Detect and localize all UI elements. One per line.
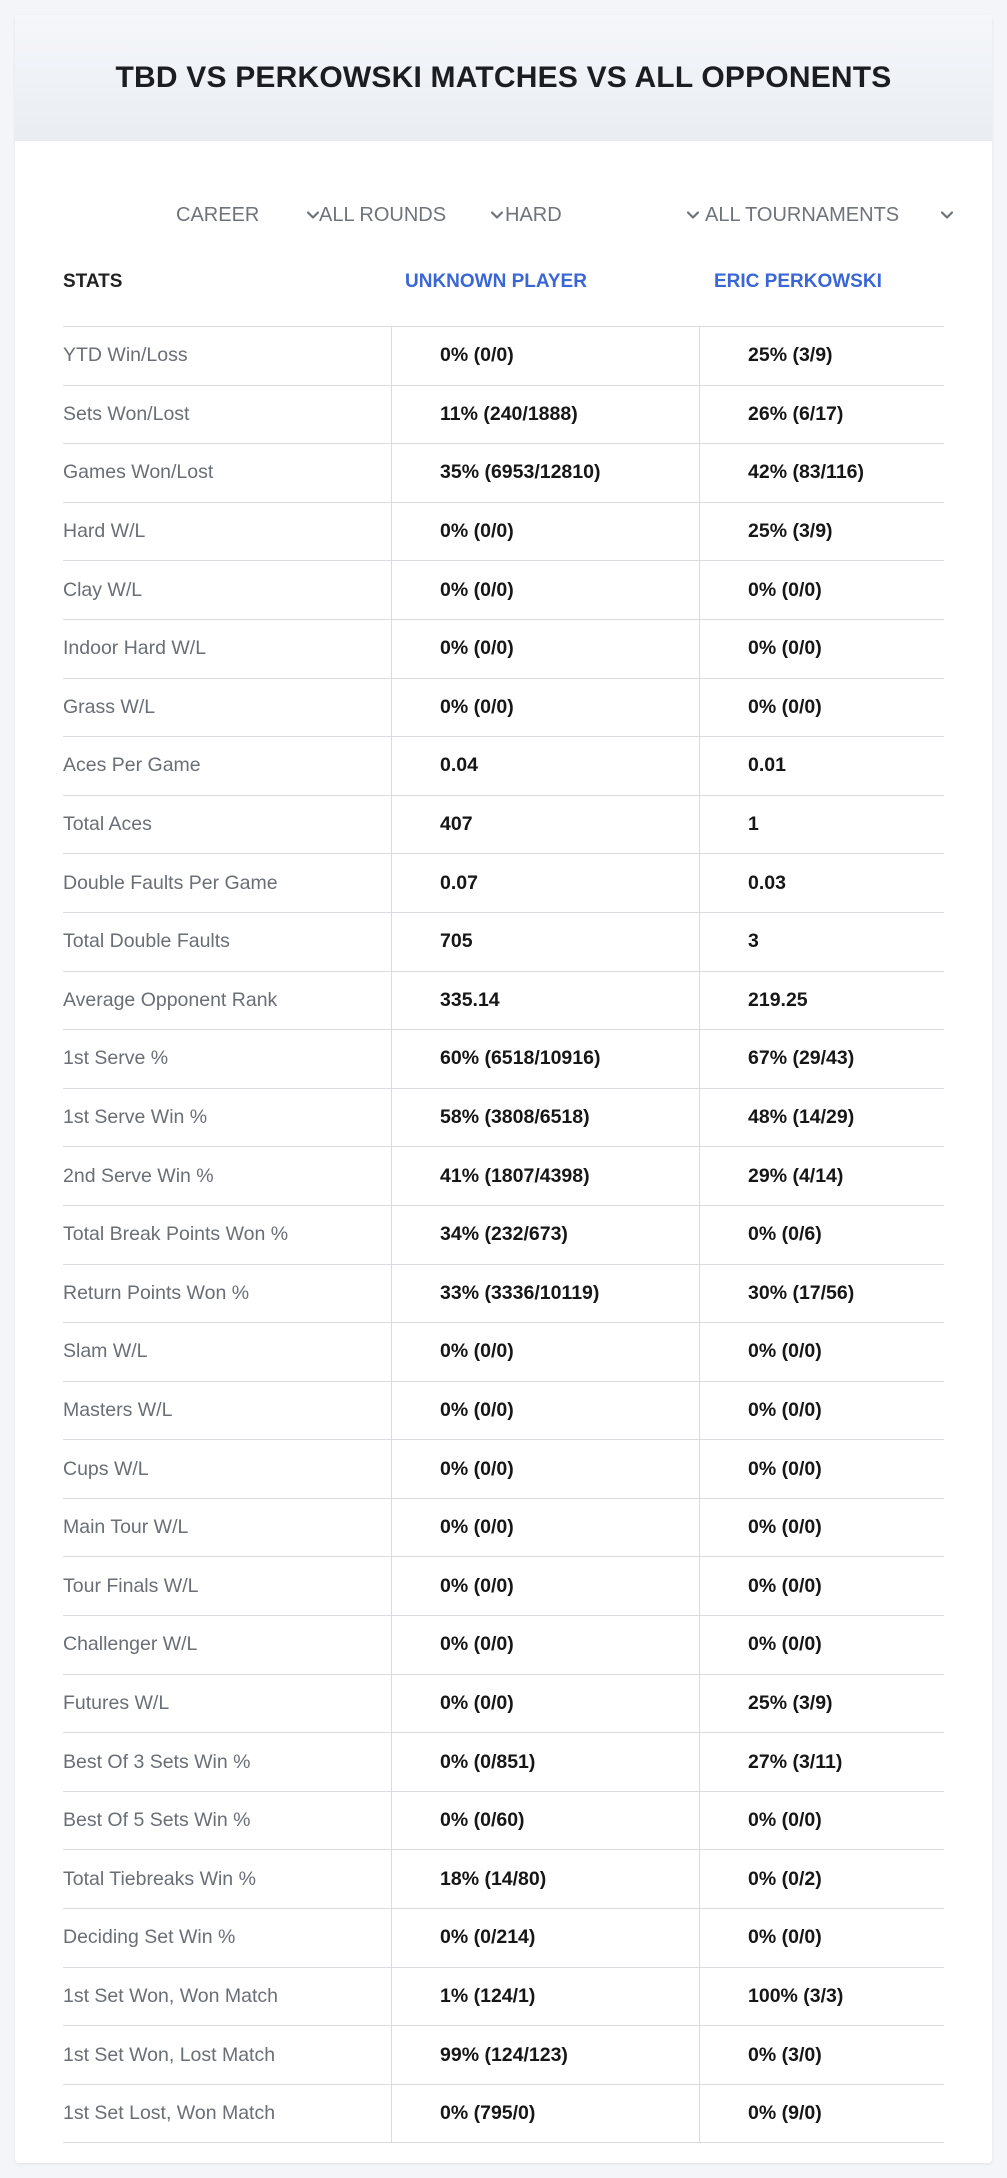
player2-value: 219.25 bbox=[699, 972, 944, 1030]
stat-label: Aces Per Game bbox=[63, 754, 201, 777]
table-row bbox=[63, 1499, 944, 1558]
table-row bbox=[63, 1147, 944, 1206]
chevron-down-icon bbox=[489, 207, 505, 223]
card-header bbox=[15, 15, 992, 141]
stat-label: Challenger W/L bbox=[63, 1633, 198, 1656]
stat-label: Total Break Points Won % bbox=[63, 1223, 289, 1246]
table-row bbox=[63, 2026, 944, 2085]
stat-label: Games Won/Lost bbox=[63, 461, 214, 484]
player1-value: 0% (0/0) bbox=[391, 679, 699, 737]
player1-value: 58% (3808/6518) bbox=[391, 1089, 699, 1147]
table-row bbox=[63, 679, 944, 738]
period-select-value: CAREER bbox=[176, 203, 260, 226]
table-row bbox=[63, 1675, 944, 1734]
player2-value: 27% (3/11) bbox=[699, 1733, 944, 1791]
player2-value: 48% (14/29) bbox=[699, 1089, 944, 1147]
player2-value: 3 bbox=[699, 913, 944, 971]
stat-label: Total Double Faults bbox=[63, 930, 230, 953]
player2-value: 0% (0/0) bbox=[699, 561, 944, 619]
table-row bbox=[63, 327, 944, 386]
player2-value: 0% (0/0) bbox=[699, 679, 944, 737]
table-row bbox=[63, 1206, 944, 1265]
player1-value: 18% (14/80) bbox=[391, 1850, 699, 1908]
player2-value: 25% (3/9) bbox=[699, 503, 944, 561]
player2-value: 1 bbox=[699, 796, 944, 854]
player1-value: 407 bbox=[391, 796, 699, 854]
stat-label: 1st Set Won, Lost Match bbox=[63, 2043, 276, 2066]
table-row bbox=[63, 854, 944, 913]
chevron-down-icon bbox=[685, 207, 701, 223]
player1-value: 0% (795/0) bbox=[391, 2085, 699, 2143]
header-player2[interactable]: ERIC PERKOWSKI bbox=[714, 271, 882, 292]
stat-label: Grass W/L bbox=[63, 695, 156, 718]
table-row bbox=[63, 1557, 944, 1616]
player1-value: 35% (6953/12810) bbox=[391, 444, 699, 502]
player1-value: 99% (124/123) bbox=[391, 2026, 699, 2084]
table-row bbox=[63, 913, 944, 972]
player1-value: 0% (0/0) bbox=[391, 1675, 699, 1733]
player2-value: 0% (0/0) bbox=[699, 1382, 944, 1440]
table-row bbox=[63, 737, 944, 796]
table-row bbox=[63, 1440, 944, 1499]
player2-value: 0% (3/0) bbox=[699, 2026, 944, 2084]
stat-label: Average Opponent Rank bbox=[63, 988, 278, 1011]
player2-value: 100% (3/3) bbox=[699, 1968, 944, 2026]
player1-value: 0% (0/0) bbox=[391, 503, 699, 561]
player1-value: 60% (6518/10916) bbox=[391, 1030, 699, 1088]
player2-value: 30% (17/56) bbox=[699, 1265, 944, 1323]
stat-label: Hard W/L bbox=[63, 520, 146, 543]
table-row bbox=[63, 2085, 944, 2144]
table-body bbox=[63, 327, 944, 2143]
player2-value: 0% (0/0) bbox=[699, 1792, 944, 1850]
stat-label: Indoor Hard W/L bbox=[63, 637, 207, 660]
stat-label: Clay W/L bbox=[63, 578, 143, 601]
table-row bbox=[63, 561, 944, 620]
page-title: TBD VS PERKOWSKI MATCHES VS ALL OPPONENTS bbox=[115, 61, 892, 94]
player2-value: 0% (0/0) bbox=[699, 1440, 944, 1498]
player2-value: 0% (0/0) bbox=[699, 1499, 944, 1557]
player2-value: 0% (0/0) bbox=[699, 1909, 944, 1967]
table-row bbox=[63, 444, 944, 503]
stat-label: Masters W/L bbox=[63, 1398, 173, 1421]
player2-value: 0.03 bbox=[699, 854, 944, 912]
player2-value: 0% (0/0) bbox=[699, 1323, 944, 1381]
table-row bbox=[63, 1733, 944, 1792]
player2-value: 0% (0/0) bbox=[699, 1616, 944, 1674]
period-select[interactable] bbox=[176, 187, 321, 243]
table-row bbox=[63, 1909, 944, 1968]
stat-label: YTD Win/Loss bbox=[63, 344, 188, 367]
player1-value: 0% (0/214) bbox=[391, 1909, 699, 1967]
table-row bbox=[63, 1030, 944, 1089]
table-row bbox=[63, 796, 944, 855]
surface-select[interactable] bbox=[505, 187, 701, 243]
chevron-down-icon bbox=[939, 207, 955, 223]
player1-value: 0% (0/0) bbox=[391, 1499, 699, 1557]
player2-value: 26% (6/17) bbox=[699, 386, 944, 444]
filter-bar bbox=[15, 187, 992, 243]
stat-label: Total Aces bbox=[63, 813, 152, 836]
player1-value: 0% (0/851) bbox=[391, 1733, 699, 1791]
player2-value: 29% (4/14) bbox=[699, 1147, 944, 1205]
player2-value: 0.01 bbox=[699, 737, 944, 795]
surface-select-value: HARD bbox=[505, 203, 562, 226]
player1-value: 0% (0/0) bbox=[391, 561, 699, 619]
table-row bbox=[63, 1089, 944, 1148]
player2-value: 67% (29/43) bbox=[699, 1030, 944, 1088]
rounds-select-value: ALL ROUNDS bbox=[319, 203, 447, 226]
rounds-select[interactable] bbox=[319, 187, 505, 243]
table-row bbox=[63, 1968, 944, 2027]
player1-value: 0% (0/60) bbox=[391, 1792, 699, 1850]
stat-label: Best Of 3 Sets Win % bbox=[63, 1750, 251, 1773]
tournaments-select[interactable] bbox=[705, 187, 955, 243]
player2-value: 0% (9/0) bbox=[699, 2085, 944, 2143]
player2-value: 0% (0/0) bbox=[699, 1557, 944, 1615]
stat-label: 1st Serve % bbox=[63, 1047, 169, 1070]
player1-value: 11% (240/1888) bbox=[391, 386, 699, 444]
table-row bbox=[63, 1382, 944, 1441]
player1-value: 0% (0/0) bbox=[391, 620, 699, 678]
player2-value: 42% (83/116) bbox=[699, 444, 944, 502]
tournaments-select-value: ALL TOURNAMENTS bbox=[705, 203, 900, 226]
stat-label: 1st Serve Win % bbox=[63, 1106, 208, 1129]
stat-label: Deciding Set Win % bbox=[63, 1926, 236, 1949]
header-player1[interactable]: UNKNOWN PLAYER bbox=[405, 271, 587, 292]
player1-value: 41% (1807/4398) bbox=[391, 1147, 699, 1205]
player1-value: 0.04 bbox=[391, 737, 699, 795]
player1-value: 0% (0/0) bbox=[391, 1557, 699, 1615]
player1-value: 0% (0/0) bbox=[391, 1440, 699, 1498]
table-row bbox=[63, 1265, 944, 1324]
player2-value: 0% (0/0) bbox=[699, 620, 944, 678]
player1-value: 33% (3336/10119) bbox=[391, 1265, 699, 1323]
player1-value: 0% (0/0) bbox=[391, 327, 699, 385]
stat-label: 1st Set Won, Won Match bbox=[63, 1984, 278, 2007]
stat-label: Return Points Won % bbox=[63, 1281, 250, 1304]
header-stats: STATS bbox=[63, 271, 123, 292]
player1-value: 1% (124/1) bbox=[391, 1968, 699, 2026]
player2-value: 25% (3/9) bbox=[699, 327, 944, 385]
table-row bbox=[63, 1616, 944, 1675]
table-row bbox=[63, 1323, 944, 1382]
stats-card bbox=[15, 15, 992, 2163]
table-row bbox=[63, 1792, 944, 1851]
table-header bbox=[63, 251, 944, 327]
stat-label: Total Tiebreaks Win % bbox=[63, 1867, 256, 1890]
stat-label: Sets Won/Lost bbox=[63, 402, 190, 425]
stat-label: Cups W/L bbox=[63, 1457, 149, 1480]
player1-value: 0% (0/0) bbox=[391, 1616, 699, 1674]
table-row bbox=[63, 503, 944, 562]
player2-value: 25% (3/9) bbox=[699, 1675, 944, 1733]
stat-label: 2nd Serve Win % bbox=[63, 1164, 214, 1187]
table-row bbox=[63, 972, 944, 1031]
player1-value: 0% (0/0) bbox=[391, 1323, 699, 1381]
stat-label: Slam W/L bbox=[63, 1340, 148, 1363]
stats-table bbox=[63, 251, 944, 2143]
stat-label: Best Of 5 Sets Win % bbox=[63, 1809, 251, 1832]
table-row bbox=[63, 620, 944, 679]
player1-value: 34% (232/673) bbox=[391, 1206, 699, 1264]
player1-value: 335.14 bbox=[391, 972, 699, 1030]
stat-label: Main Tour W/L bbox=[63, 1516, 189, 1539]
stat-label: 1st Set Lost, Won Match bbox=[63, 2102, 276, 2125]
player1-value: 705 bbox=[391, 913, 699, 971]
player2-value: 0% (0/2) bbox=[699, 1850, 944, 1908]
table-row bbox=[63, 1850, 944, 1909]
stat-label: Tour Finals W/L bbox=[63, 1574, 199, 1597]
player1-value: 0% (0/0) bbox=[391, 1382, 699, 1440]
stat-label: Futures W/L bbox=[63, 1691, 170, 1714]
player1-value: 0.07 bbox=[391, 854, 699, 912]
player2-value: 0% (0/6) bbox=[699, 1206, 944, 1264]
stat-label: Double Faults Per Game bbox=[63, 871, 278, 894]
table-row bbox=[63, 386, 944, 445]
